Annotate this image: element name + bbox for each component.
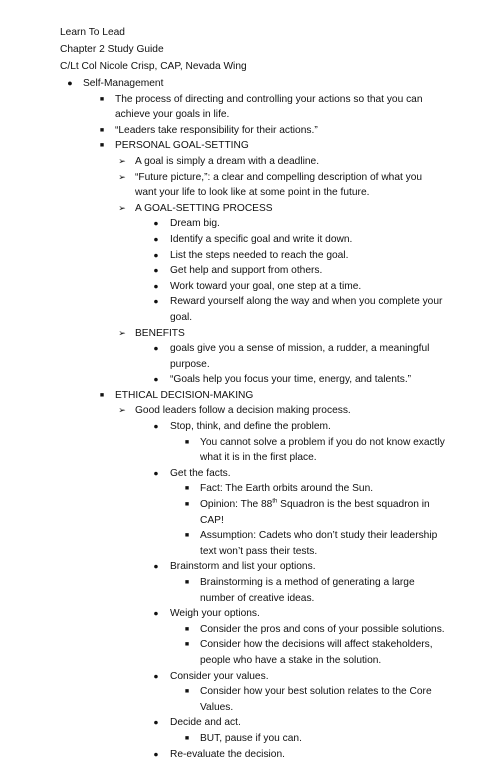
arrow-bullet-icon: ➢ — [118, 171, 126, 182]
square-bullet-icon: ■ — [184, 641, 190, 649]
outline-item: ➢ Good leaders follow a decision making process. — [0, 403, 495, 419]
outline-item: ● Weigh your options. — [0, 606, 495, 622]
header-title: Learn To Lead — [60, 27, 125, 38]
header-subtitle: Chapter 2 Study Guide — [60, 44, 164, 55]
square-bullet-icon: ■ — [99, 142, 105, 150]
outline-item: ● Decide and act. — [0, 715, 495, 731]
outline-item: ● Reward yourself along the way and when you complete your goal. — [0, 294, 495, 325]
outline-item: ➢ BENEFITS — [0, 326, 495, 342]
outline-item: ● Get help and support from others. — [0, 263, 495, 279]
round-bullet-icon: ● — [153, 467, 159, 478]
outline-item: ■ Consider how your best solution relates to the Core Values. — [0, 684, 495, 715]
outline-item: ■ Assumption: Cadets who don’t study their leadership text won’t pass their tests. — [0, 528, 495, 559]
outline-item: ■ PERSONAL GOAL-SETTING — [0, 138, 495, 154]
round-bullet-icon: ● — [153, 608, 159, 619]
square-bullet-icon: ■ — [184, 485, 190, 493]
arrow-bullet-icon: ➢ — [118, 202, 126, 213]
outline-item: ● Re-evaluate the decision. — [0, 747, 495, 762]
outline-item: ● “Goals help you focus your time, energy, and talents.” — [0, 372, 495, 388]
outline-item: ● List the steps needed to reach the goal. — [0, 248, 495, 264]
round-bullet-icon: ● — [153, 218, 159, 229]
arrow-bullet-icon: ➢ — [118, 327, 126, 338]
round-bullet-icon: ● — [67, 78, 73, 88]
round-bullet-icon: ● — [153, 748, 159, 759]
outline-item: ■ BUT, pause if you can. — [0, 731, 495, 747]
square-bullet-icon: ■ — [184, 501, 190, 509]
round-bullet-icon: ● — [153, 670, 159, 681]
round-bullet-icon: ● — [153, 265, 159, 276]
outline-item: ➢ “Future picture,”: a clear and compelling description of what you want your life to look like at some point in the future. — [0, 170, 495, 201]
outline-item: ■ Consider how the decisions will affect stakeholders, people who have a stake in the solution. — [0, 637, 495, 668]
round-bullet-icon: ● — [153, 249, 159, 260]
outline-item: ■ The process of directing and controlling your actions so that you can achieve your goals in life. — [0, 92, 495, 123]
outline-item: ● Work toward your goal, one step at a time. — [0, 279, 495, 295]
outline-item — [0, 497, 495, 528]
outline-item: ● Stop, think, and define the problem. — [0, 419, 495, 435]
outline-item: ■ You cannot solve a problem if you do not know exactly what it is in the first place. — [0, 435, 495, 466]
outline-item: ● Get the facts. — [0, 466, 495, 482]
arrow-bullet-icon: ➢ — [118, 405, 126, 416]
round-bullet-icon: ● — [153, 561, 159, 572]
document-header — [60, 24, 247, 75]
square-bullet-icon: ■ — [184, 688, 190, 696]
round-bullet-icon: ● — [153, 280, 159, 291]
round-bullet-icon: ● — [153, 296, 159, 307]
outline-item: ● Consider your values. — [0, 669, 495, 685]
round-bullet-icon: ● — [153, 343, 159, 354]
outline-item: ● Brainstorm and list your options. — [0, 559, 495, 575]
outline-item: ● goals give you a sense of mission, a rudder, a meaningful purpose. — [0, 341, 495, 372]
round-bullet-icon: ● — [153, 233, 159, 244]
square-bullet-icon: ■ — [99, 391, 105, 399]
header-author: C/Lt Col Nicole Crisp, CAP, Nevada Wing — [60, 61, 247, 72]
opinion-line: Opinion: The 88th Squadron is the best squadron in CAP! — [200, 498, 430, 526]
square-bullet-icon: ■ — [184, 625, 190, 633]
outline-item: ■ Brainstorming is a method of generating a large number of creative ideas. — [0, 575, 495, 606]
square-bullet-icon: ■ — [184, 734, 190, 742]
square-bullet-icon: ■ — [99, 126, 105, 134]
square-bullet-icon: ■ — [184, 579, 190, 586]
study-outline — [0, 76, 495, 762]
outline-item: ■ Fact: The Earth orbits around the Sun. — [0, 481, 495, 497]
outline-item: ● Identify a specific goal and write it down. — [0, 232, 495, 248]
round-bullet-icon: ● — [153, 421, 159, 432]
round-bullet-icon: ● — [153, 374, 159, 385]
outline-item: ➢ A goal is simply a dream with a deadline. — [0, 154, 495, 170]
outline-item: ➢ A GOAL-SETTING PROCESS — [0, 201, 495, 217]
arrow-bullet-icon: ➢ — [118, 155, 126, 166]
outline-item: ● Self-Management — [0, 76, 495, 92]
outline-item: ■ Consider the pros and cons of your possible solutions. — [0, 622, 495, 638]
outline-item: ● Dream big. — [0, 216, 495, 232]
outline-item: ■ “Leaders take responsibility for their actions.” — [0, 123, 495, 139]
round-bullet-icon: ● — [153, 717, 159, 728]
outline-item: ■ ETHICAL DECISION-MAKING — [0, 388, 495, 404]
square-bullet-icon: ■ — [184, 438, 190, 446]
square-bullet-icon: ■ — [184, 532, 190, 540]
square-bullet-icon: ■ — [99, 95, 105, 103]
